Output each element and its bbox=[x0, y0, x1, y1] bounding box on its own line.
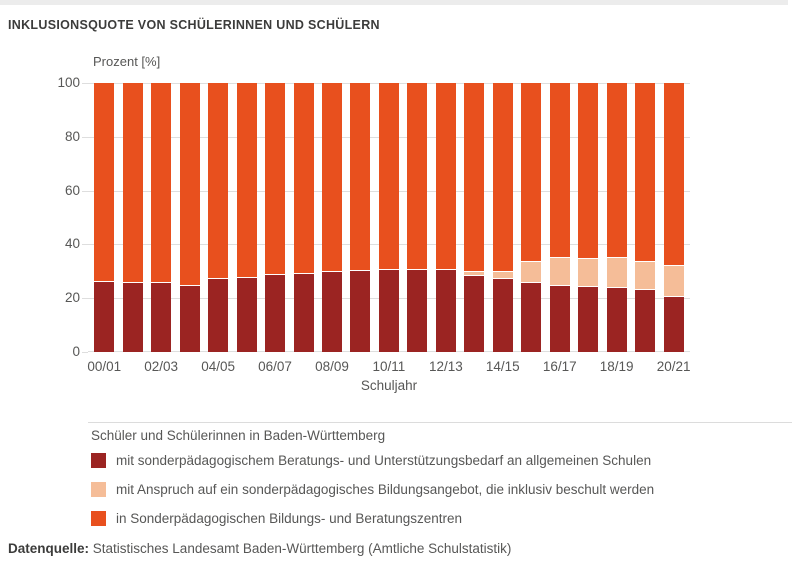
bar-segment bbox=[607, 257, 627, 288]
stacked-bar-00-01 bbox=[94, 83, 114, 352]
x-tick-slot bbox=[485, 359, 520, 374]
bar-segment bbox=[123, 282, 143, 352]
stacked-bar-13-14 bbox=[464, 83, 484, 352]
bar-segment bbox=[635, 261, 655, 289]
legend-item-label: in Sonderpädagogischen Bildungs- und Beratungszentren bbox=[116, 511, 462, 526]
legend-swatch-peach bbox=[91, 482, 106, 497]
bar-segment bbox=[607, 287, 627, 352]
y-axis-label: Prozent [%] bbox=[93, 54, 161, 69]
x-tick-label: 04/05 bbox=[201, 359, 236, 374]
x-tick-slot bbox=[521, 359, 541, 374]
x-tick-slot bbox=[123, 359, 143, 374]
bar-segment bbox=[407, 269, 427, 352]
bar-segment bbox=[208, 278, 228, 352]
x-tick-slot bbox=[294, 359, 314, 374]
bar-segment bbox=[379, 83, 399, 269]
y-tick-label: 40 bbox=[64, 236, 80, 252]
bar-segment bbox=[578, 286, 598, 352]
bar-segment bbox=[550, 257, 570, 285]
legend-item bbox=[91, 482, 654, 497]
x-tick-label: 20/21 bbox=[656, 359, 691, 374]
bar-segment bbox=[521, 282, 541, 352]
bar-segment bbox=[578, 258, 598, 286]
stacked-bar-15-16 bbox=[521, 83, 541, 352]
x-tick-label: 12/13 bbox=[428, 359, 463, 374]
bar-segment bbox=[350, 83, 370, 270]
x-tick-slot bbox=[180, 359, 200, 374]
stacked-bar-08-09 bbox=[322, 83, 342, 352]
stacked-bar-03-04 bbox=[180, 83, 200, 352]
x-tick-slot bbox=[464, 359, 484, 374]
x-tick-slot bbox=[258, 359, 292, 374]
stacked-bar-01-02 bbox=[123, 83, 143, 352]
stacked-bar-17-18 bbox=[578, 83, 598, 352]
x-tick-slot bbox=[578, 359, 598, 374]
x-tick-label: 08/09 bbox=[315, 359, 349, 374]
bar-segment bbox=[407, 83, 427, 269]
bar-segment bbox=[151, 83, 171, 282]
x-tick-slot bbox=[542, 359, 577, 374]
bar-segment bbox=[464, 83, 484, 271]
x-tick-label: 18/19 bbox=[599, 359, 634, 374]
bar-segment bbox=[322, 83, 342, 271]
stacked-bar-19-20 bbox=[635, 83, 655, 352]
data-source bbox=[8, 541, 511, 556]
data-source-label: Datenquelle: bbox=[8, 541, 90, 556]
stacked-bar-06-07 bbox=[265, 83, 285, 352]
bars-row bbox=[88, 83, 690, 352]
bar-segment bbox=[550, 285, 570, 352]
stacked-bar-04-05 bbox=[208, 83, 228, 352]
y-tick-label: 60 bbox=[64, 182, 80, 198]
x-tick-slot bbox=[144, 359, 179, 374]
x-tick-label: 00/01 bbox=[87, 359, 122, 374]
bar-segment bbox=[123, 83, 143, 282]
x-tick-label: 02/03 bbox=[144, 359, 179, 374]
bar-segment bbox=[664, 83, 684, 265]
stacked-bar-14-15 bbox=[493, 83, 513, 352]
x-tick-label: 14/15 bbox=[485, 359, 520, 374]
x-tick-slot bbox=[372, 359, 406, 374]
x-tick-label: 16/17 bbox=[542, 359, 577, 374]
bar-segment bbox=[493, 278, 513, 352]
bar-segment bbox=[94, 281, 114, 352]
legend-item-label: mit Anspruch auf ein sonderpädagogisches Bildungsangebot, die inklusiv beschult werden bbox=[116, 482, 655, 497]
bar-segment bbox=[237, 83, 257, 277]
x-tick-slot bbox=[407, 359, 427, 374]
x-tick-slot bbox=[237, 359, 257, 374]
y-tick-label: 80 bbox=[64, 128, 80, 144]
legend-divider bbox=[88, 422, 792, 423]
x-tick-label: 10/11 bbox=[372, 359, 406, 374]
legend-item bbox=[91, 453, 654, 468]
x-tick-slot bbox=[428, 359, 463, 374]
x-tick-slot bbox=[315, 359, 349, 374]
x-tick-slot bbox=[635, 359, 655, 374]
bar-segment bbox=[436, 269, 456, 352]
stacked-bar-10-11 bbox=[379, 83, 399, 352]
y-tick-label: 0 bbox=[72, 344, 80, 359]
stacked-bar-20-21 bbox=[664, 83, 684, 352]
y-tick-label: 20 bbox=[64, 290, 80, 306]
bar-segment bbox=[664, 296, 684, 352]
stacked-bar-12-13 bbox=[436, 83, 456, 352]
x-axis-tick-labels bbox=[88, 359, 690, 374]
bar-segment bbox=[208, 83, 228, 278]
bar-segment bbox=[493, 271, 513, 278]
plot-area bbox=[88, 83, 690, 352]
stacked-bar-02-03 bbox=[151, 83, 171, 352]
bar-segment bbox=[94, 83, 114, 281]
stacked-bar-16-17 bbox=[550, 83, 570, 352]
x-tick-label: 06/07 bbox=[258, 359, 292, 374]
stacked-bar-05-06 bbox=[237, 83, 257, 352]
legend bbox=[91, 428, 654, 540]
x-tick-slot bbox=[201, 359, 236, 374]
bar-segment bbox=[237, 277, 257, 352]
bar-segment bbox=[635, 83, 655, 261]
stacked-bar-18-19 bbox=[607, 83, 627, 352]
legend-swatch-dark-red bbox=[91, 453, 106, 468]
bar-segment bbox=[521, 83, 541, 261]
legend-swatch-orange bbox=[91, 511, 106, 526]
bar-segment bbox=[521, 261, 541, 283]
bar-segment bbox=[493, 83, 513, 271]
bar-segment bbox=[151, 282, 171, 352]
stacked-bar-11-12 bbox=[407, 83, 427, 352]
bar-segment bbox=[294, 83, 314, 273]
top-accent-bar bbox=[0, 0, 788, 5]
bar-segment bbox=[379, 269, 399, 352]
bar-segment bbox=[464, 275, 484, 352]
y-tick-mark bbox=[82, 352, 88, 353]
y-tick-label: 100 bbox=[57, 75, 80, 90]
legend-item bbox=[91, 511, 654, 526]
x-tick-slot bbox=[656, 359, 691, 374]
x-axis-label: Schuljahr bbox=[360, 378, 418, 393]
bar-segment bbox=[550, 83, 570, 257]
bar-segment bbox=[265, 274, 285, 352]
bar-segment bbox=[322, 271, 342, 352]
bar-segment bbox=[578, 83, 598, 258]
bar-segment bbox=[436, 83, 456, 269]
bar-segment bbox=[635, 289, 655, 352]
legend-item-label: mit sonderpädagogischem Beratungs- und Unterstützungsbedarf an allgemeinen Schulen bbox=[116, 453, 652, 468]
x-tick-slot bbox=[599, 359, 634, 374]
stacked-bar-09-10 bbox=[350, 83, 370, 352]
bar-segment bbox=[294, 273, 314, 352]
x-tick-slot bbox=[350, 359, 370, 374]
page-title: INKLUSIONSQUOTE VON SCHÜLERINNEN UND SCHÜLERN bbox=[8, 18, 380, 32]
bar-segment bbox=[180, 285, 200, 352]
bar-segment bbox=[607, 83, 627, 257]
x-tick-slot bbox=[87, 359, 122, 374]
stacked-bar-07-08 bbox=[294, 83, 314, 352]
bar-segment bbox=[265, 83, 285, 274]
data-source-text: Statistisches Landesamt Baden-Württemberg (Amtliche Schulstatistik) bbox=[89, 541, 512, 556]
bar-segment bbox=[180, 83, 200, 285]
bar-segment bbox=[350, 270, 370, 352]
bar-segment bbox=[664, 265, 684, 296]
legend-header: Schüler und Schülerinnen in Baden-Württemberg bbox=[91, 428, 386, 443]
